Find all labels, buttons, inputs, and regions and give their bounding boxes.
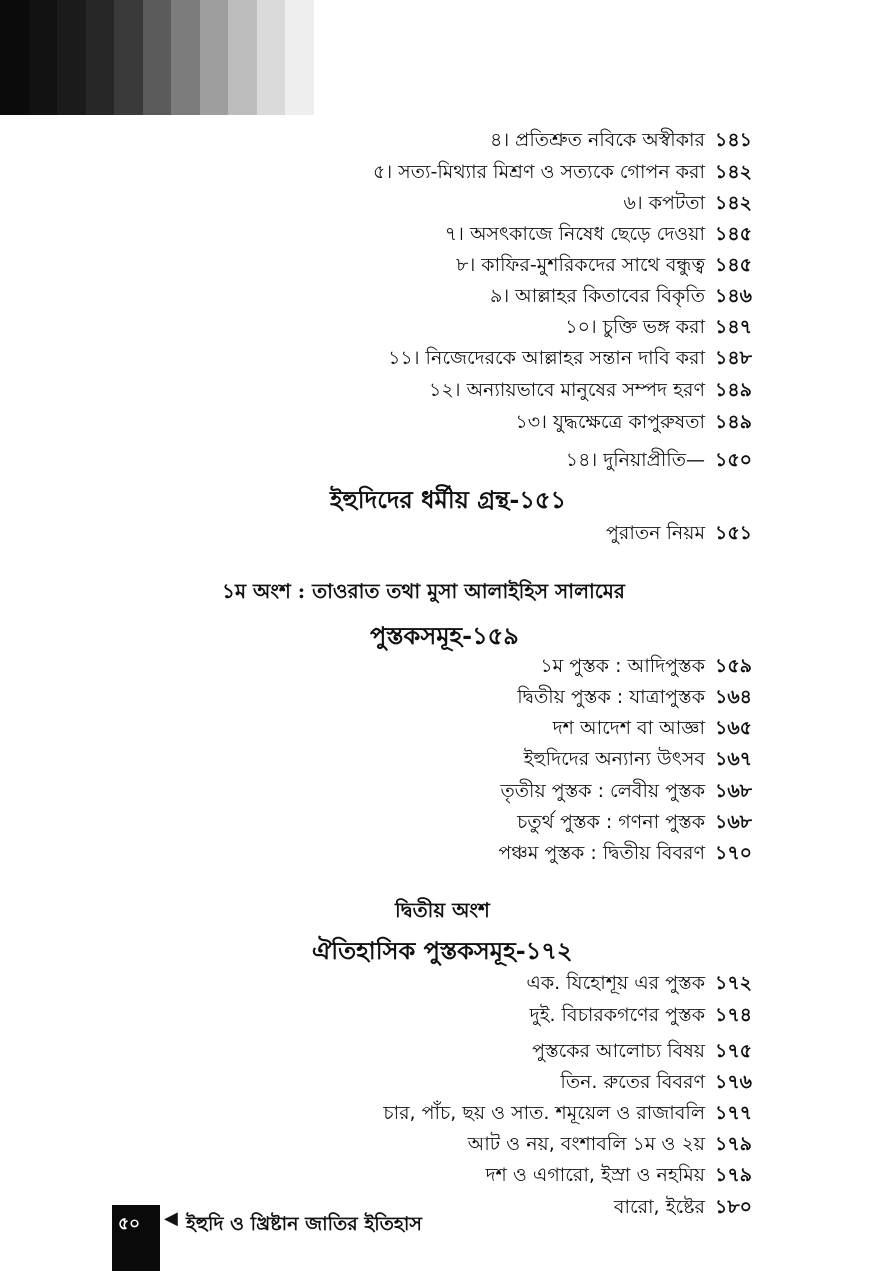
toc-entry bbox=[0, 1003, 753, 1031]
toc-entry-page: ১৪৯ bbox=[715, 411, 752, 433]
toc-entry-title: এক. যিহোশূয় এর পুস্তক bbox=[526, 972, 705, 994]
toc-entry bbox=[0, 747, 753, 775]
toc-entry-page: ১৭২ bbox=[715, 972, 753, 994]
toc-entry-title: ১৩। যুদ্ধক্ষেত্রে কাপুরুষতা bbox=[515, 411, 705, 433]
toc-entry-title: ১১। নিজেদেরকে আল্লাহর সন্তান দাবি করা bbox=[388, 347, 705, 369]
toc-entry-page: ১৭৯ bbox=[715, 1133, 753, 1155]
toc-entry bbox=[0, 1070, 753, 1098]
toc-entry bbox=[0, 971, 753, 999]
toc-entry bbox=[0, 160, 753, 188]
toc-entry-title: পুরাতন নিয়ম bbox=[605, 522, 705, 544]
toc-entry-page: ১৭৪ bbox=[715, 1004, 753, 1026]
toc-entry-title: দশ ও এগারো, ইস্রা ও নহমিয় bbox=[485, 1164, 705, 1186]
section-heading: ইহুদিদের ধর্মীয় গ্রন্থ-১৫১ bbox=[330, 485, 567, 514]
toc-entry-title: ৭। অসৎকাজে নিষেধ ছেড়ে দেওয়া bbox=[444, 223, 705, 245]
toc-entry bbox=[0, 654, 752, 682]
toc-entry-title: ৪। প্রতিশ্রুত নবিকে অস্বীকার bbox=[489, 129, 705, 151]
book-title: ইহুদি ও খ্রিষ্টান জাতির ইতিহাস bbox=[186, 1213, 422, 1235]
toc-entry-title: ৬। কপটতা bbox=[623, 192, 705, 214]
toc-entry bbox=[0, 716, 753, 744]
triangle-left-icon: ◀ bbox=[164, 1208, 178, 1229]
toc-entry-title: বারো, ইষ্টের bbox=[613, 1196, 705, 1218]
toc-entry-page: ১৫৯ bbox=[715, 655, 752, 677]
toc-entry bbox=[0, 521, 752, 549]
part-heading-books: ঐতিহাসিক পুস্তকসমূহ-১৭২ bbox=[312, 936, 573, 965]
toc-entry-title: তিন. রুতের বিবরণ bbox=[560, 1071, 705, 1093]
toc-entry bbox=[0, 410, 752, 438]
toc-entry-title: ১ম পুস্তক : আদিপুস্তক bbox=[540, 655, 705, 677]
toc-entry-title: পঞ্চম পুস্তক : দ্বিতীয় বিবরণ bbox=[498, 842, 705, 864]
toc-entry bbox=[0, 685, 753, 713]
toc-entry-title: চতুর্থ পুস্তক : গণনা পুস্তক bbox=[517, 811, 705, 833]
toc-entry bbox=[0, 284, 753, 312]
toc-entry-title: ১৪। দুনিয়াপ্রীতি— bbox=[565, 449, 705, 471]
toc-entry-page: ১৬৮ bbox=[715, 780, 753, 802]
toc-entry-page: ১৪২ bbox=[715, 192, 753, 214]
toc-entry-page: ১৭৬ bbox=[715, 1071, 753, 1093]
toc-entry-page: ১৬৭ bbox=[715, 748, 753, 770]
toc-entry-page: ১৪৫ bbox=[715, 223, 752, 245]
toc-entry-page: ১৪৫ bbox=[715, 254, 752, 276]
toc-entry-title: ৯। আল্লাহর কিতাবের বিকৃতি bbox=[489, 285, 705, 307]
toc-entry bbox=[0, 128, 752, 156]
toc-entry bbox=[0, 253, 752, 281]
toc-entry-page: ১৭০ bbox=[715, 842, 753, 864]
toc-entry-title: তৃতীয় পুস্তক : লেবীয় পুস্তক bbox=[500, 780, 705, 802]
toc-entry-page: ১৪৮ bbox=[715, 347, 752, 369]
toc-entry-title: ১০। চুক্তি ভঙ্গ করা bbox=[565, 316, 705, 338]
toc-entry-title: ১২। অন্যায়ভাবে মানুষের সম্পদ হরণ bbox=[429, 379, 705, 401]
toc-entry bbox=[0, 1163, 753, 1191]
toc-entry-title: ৫। সত্য-মিথ্যার মিশ্রণ ও সত্যকে গোপন করা bbox=[373, 161, 705, 183]
toc-entry bbox=[0, 448, 753, 476]
toc-entry bbox=[0, 315, 753, 343]
toc-entry-page: ১৪৯ bbox=[715, 379, 752, 401]
toc-entry-page: ১৪৬ bbox=[715, 285, 753, 307]
toc-entry bbox=[0, 378, 752, 406]
toc-entry bbox=[0, 779, 753, 807]
toc-entry bbox=[0, 222, 752, 250]
toc-entry-title: ৮। কাফির-মুশরিকদের সাথে বন্ধুত্ব bbox=[456, 254, 705, 276]
toc-entry-page: ১৫০ bbox=[715, 449, 753, 471]
toc-entry-page: ১৬৮ bbox=[715, 811, 753, 833]
toc-entry-page: ১৬৫ bbox=[715, 717, 753, 739]
toc-entry-title: ইহুদিদের অন্যান্য উৎসব bbox=[523, 748, 705, 770]
part-heading-books: পুস্তকসমূহ-১৫৯ bbox=[370, 621, 519, 650]
toc-entry-page: ১৪২ bbox=[715, 161, 753, 183]
toc-entry-page: ১৬৪ bbox=[715, 686, 753, 708]
toc-entry bbox=[0, 841, 753, 869]
toc-entry bbox=[0, 191, 753, 219]
toc-entry bbox=[0, 1101, 753, 1129]
toc-entry-page: ১৭৫ bbox=[715, 1040, 753, 1062]
toc-entry-title: চার, পাঁচ, ছয় ও সাত. শমূয়েল ও রাজাবলি bbox=[383, 1102, 705, 1124]
toc-entry-page: ১৮০ bbox=[715, 1196, 753, 1218]
toc-entry-page: ১৭৭ bbox=[715, 1102, 753, 1124]
page-number: ৫০ bbox=[118, 1214, 141, 1234]
toc-entry-title: আট ও নয়, বংশাবলি ১ম ও ২য় bbox=[467, 1133, 705, 1155]
toc-entry-page: ১৫১ bbox=[715, 522, 752, 544]
toc-entry bbox=[0, 1039, 753, 1067]
toc-entry-page: ১৪১ bbox=[715, 129, 752, 151]
toc-entry-title: দুই. বিচারকগণের পুস্তক bbox=[529, 1004, 705, 1026]
part-heading: দ্বিতীয় অংশ bbox=[395, 898, 490, 922]
toc-entry-title: দশ আদেশ বা আজ্ঞা bbox=[552, 717, 705, 739]
toc-entry bbox=[0, 810, 753, 838]
toc-entry-page: ১৪৭ bbox=[715, 316, 753, 338]
toc-entry-title: পুস্তকের আলোচ্য বিষয় bbox=[532, 1040, 705, 1062]
part-heading: ১ম অংশ : তাওরাত তথা মুসা আলাইহিস সালামের bbox=[222, 579, 625, 603]
toc-entry-title: দ্বিতীয় পুস্তক : যাত্রাপুস্তক bbox=[517, 686, 705, 708]
toc-entry-page: ১৭৯ bbox=[715, 1164, 753, 1186]
toc-entry bbox=[0, 346, 752, 374]
toc-entry bbox=[0, 1132, 753, 1160]
